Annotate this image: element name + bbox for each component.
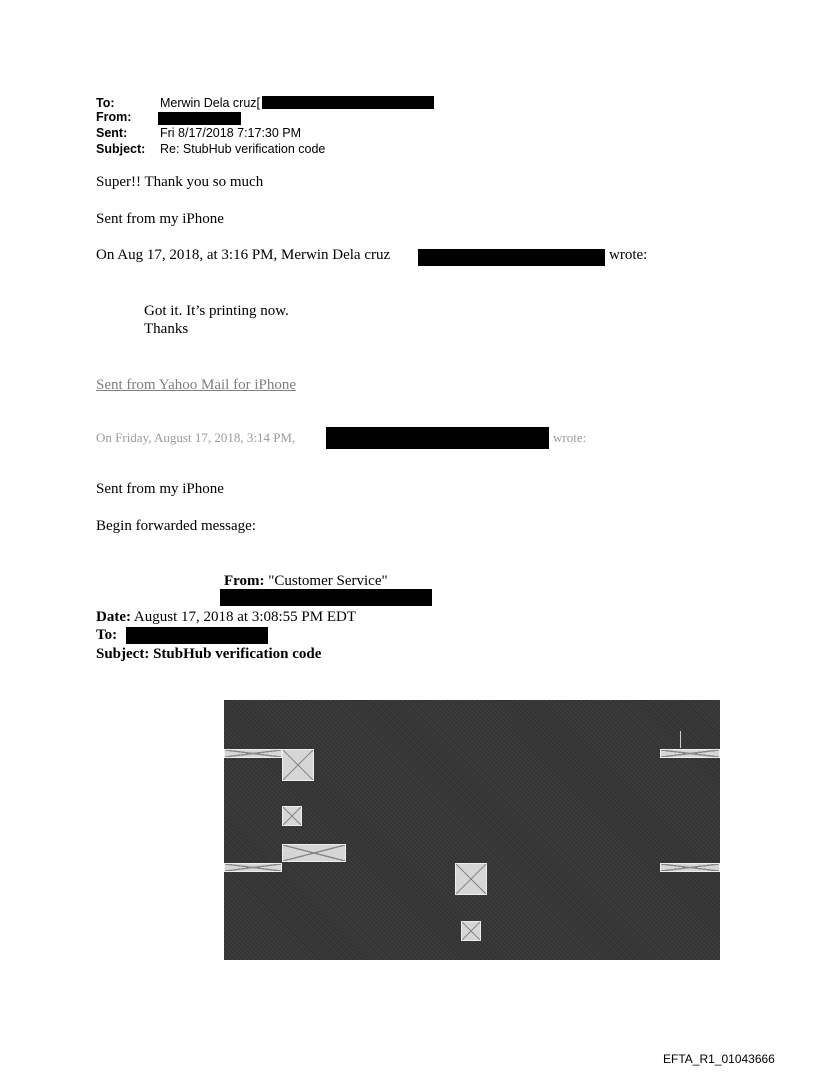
sent-label: Sent: — [96, 126, 128, 140]
fwd-date-value: August 17, 2018 at 3:08:55 PM EDT — [133, 609, 357, 625]
fwd-to — [96, 627, 117, 643]
quote-intro: On Aug 17, 2018, at 3:16 PM, Merwin Dela cruz — [96, 247, 391, 263]
fwd-date-label: Date: — [96, 609, 131, 625]
subject-label: Subject: — [96, 142, 146, 156]
broken-image-icon — [282, 844, 346, 862]
yahoo-mail-link[interactable]: Sent from Yahoo Mail for iPhone — [96, 377, 296, 393]
friday-wrote: wrote: — [553, 430, 587, 445]
document-id: EFTA_R1_01043666 — [663, 1052, 775, 1066]
redaction-fwd-to — [126, 627, 268, 644]
broken-image-icon — [282, 806, 302, 826]
redaction-to — [262, 96, 434, 109]
quoted-line-1: Got it. It’s printing now. — [144, 303, 289, 319]
signature-iphone: Sent from my iPhone — [96, 211, 224, 227]
to-label: To: — [96, 96, 115, 110]
fwd-date — [96, 609, 356, 625]
redaction-fwd-from-email — [220, 589, 432, 606]
reply-text: Super!! Thank you so much — [96, 174, 264, 190]
fwd-to-label: To: — [96, 627, 118, 643]
broken-image-icon — [282, 749, 314, 781]
friday-intro: On Friday, August 17, 2018, 3:14 PM, — [96, 430, 296, 445]
to-value: Merwin Dela cruz[ — [160, 96, 261, 110]
quote-intro-wrote: wrote: — [609, 247, 648, 263]
from-label: From: — [96, 110, 132, 124]
fwd-subject-value: StubHub verification code — [153, 646, 322, 662]
broken-image-icon — [660, 863, 720, 872]
redaction-friday-sender — [326, 427, 549, 449]
fwd-from — [224, 573, 388, 589]
broken-image-icon — [224, 749, 282, 758]
fwd-subject-label: Subject: — [96, 646, 150, 662]
broken-image-icon — [455, 863, 487, 895]
broken-image-icon — [224, 863, 282, 872]
broken-image-icon — [660, 749, 720, 758]
redaction-from — [158, 112, 241, 125]
signature-iphone-2: Sent from my iPhone — [96, 481, 224, 497]
subject-value: Re: StubHub verification code — [160, 142, 326, 156]
begin-forwarded: Begin forwarded message: — [96, 518, 256, 534]
sent-value: Fri 8/17/2018 7:17:30 PM — [160, 126, 302, 140]
fwd-from-label: From: — [224, 573, 265, 589]
quoted-line-2: Thanks — [144, 321, 189, 337]
fwd-subject — [96, 646, 321, 662]
broken-image-icon — [461, 921, 481, 941]
divider-tick — [680, 731, 681, 748]
fwd-from-value: "Customer Service" — [268, 573, 388, 589]
redaction-merwin-email — [418, 249, 605, 266]
